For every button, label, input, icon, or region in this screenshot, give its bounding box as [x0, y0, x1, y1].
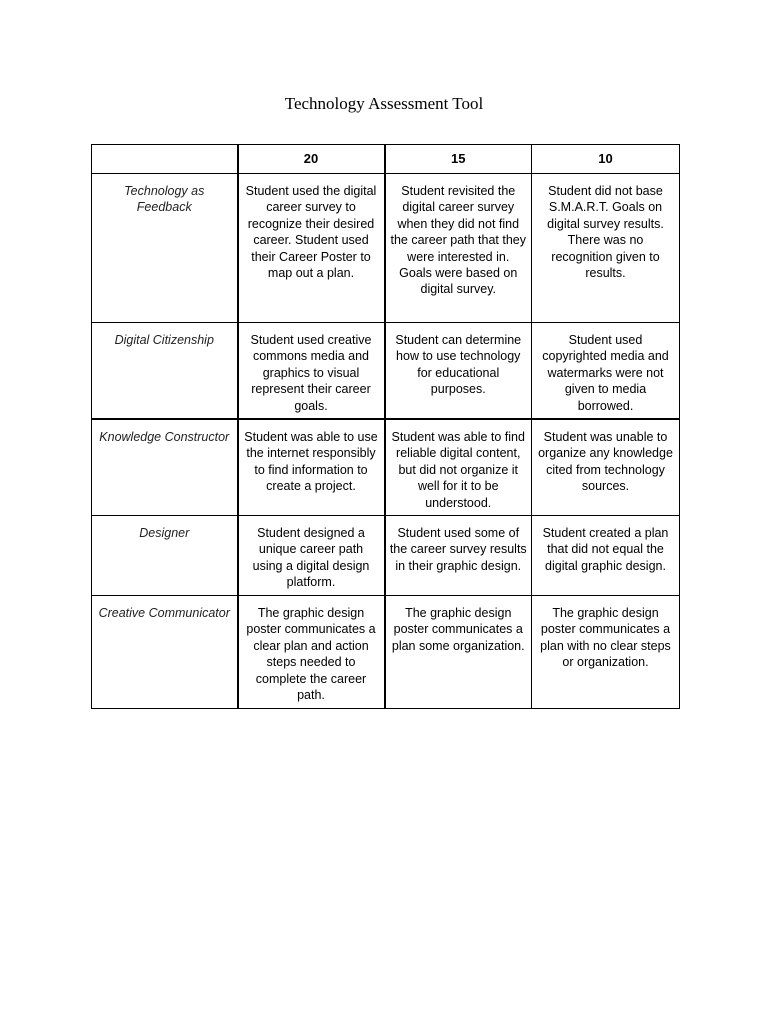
score-15-cell: Student was able to find reliable digital content, but did not organize it well for it to be understood.: [385, 419, 532, 516]
score-20-cell: Student used creative commons media and graphics to visual represent their career goals.: [238, 323, 385, 420]
score-20-cell: Student used the digital career survey to recognize their desired career. Student used their Career Poster to map out a plan.: [238, 174, 385, 323]
score-10-cell: Student used copyrighted media and watermarks were not given to media borrowed.: [532, 323, 680, 420]
criterion-cell: Creative Communicator: [92, 596, 238, 708]
score-10-cell: Student was unable to organize any knowledge cited from technology sources.: [532, 419, 680, 516]
criterion-cell: Digital Citizenship: [92, 323, 238, 420]
score-10-cell: The graphic design poster communicates a plan with no clear steps or organization.: [532, 596, 680, 708]
rubric-table: [91, 144, 680, 709]
rubric-header-row: [92, 145, 680, 174]
rubric-row: [92, 174, 680, 323]
score-15-cell: Student revisited the digital career survey when they did not find the career path that they were interested in. Goals were based on digital survey.: [385, 174, 532, 323]
criterion-cell: Knowledge Constructor: [92, 419, 238, 516]
rubric-row: [92, 596, 680, 708]
criterion-cell: Designer: [92, 516, 238, 596]
page-title: Technology Assessment Tool: [284, 94, 484, 113]
score-20-cell: Student designed a unique career path using a digital design platform.: [238, 516, 385, 596]
score-20-cell: Student was able to use the internet responsibly to find information to create a project.: [238, 419, 385, 516]
score-10-cell: Student did not base S.M.A.R.T. Goals on digital survey results. There was no recognition given to results.: [532, 174, 680, 323]
score-10-cell: Student created a plan that did not equal the digital graphic design.: [532, 516, 680, 596]
header-cell-10: 10: [532, 145, 680, 174]
score-15-cell: Student can determine how to use technology for educational purposes.: [385, 323, 532, 420]
rubric-row: [92, 419, 680, 516]
rubric-row: [92, 516, 680, 596]
score-15-cell: The graphic design poster communicates a plan some organization.: [385, 596, 532, 708]
rubric-row: [92, 323, 680, 420]
score-15-cell: Student used some of the career survey results in their graphic design.: [385, 516, 532, 596]
header-cell-20: 20: [238, 145, 385, 174]
header-cell-criterion: [92, 145, 238, 174]
score-20-cell: The graphic design poster communicates a clear plan and action steps needed to complete the career path.: [238, 596, 385, 708]
header-cell-15: 15: [385, 145, 532, 174]
criterion-cell: Technology as Feedback: [92, 174, 238, 323]
